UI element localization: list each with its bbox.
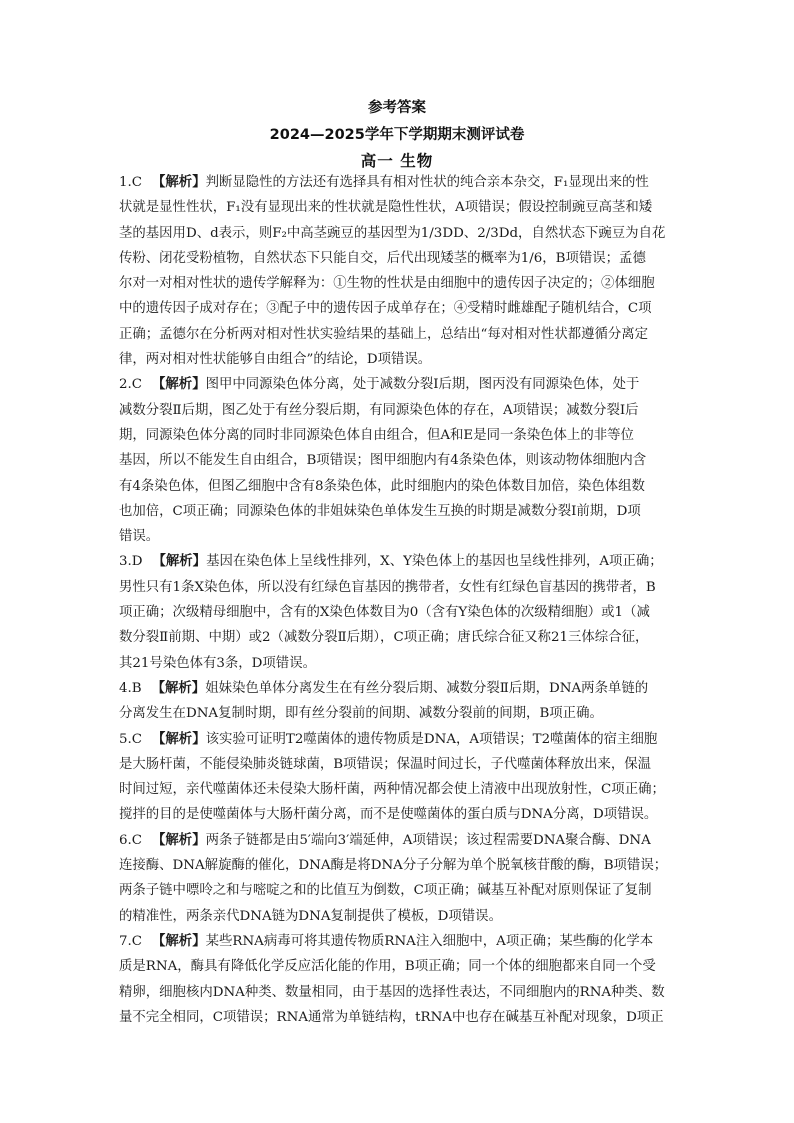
answer-line xyxy=(119,296,675,321)
answer-text: 量不完全相同，C项错误；RNA通常为单链结构，tRNA中也存在碱基互补配对现象，D项正 xyxy=(119,1009,664,1025)
answer-text: 时间过短，亲代噬菌体还未侵染大肠杆菌，两种情况都会使上清液中出现放射性，C项正确； xyxy=(119,782,665,798)
answer-text: 判断显隐性的方法还有选择具有相对性状的纯合亲本杂交，F₁显现出来的性 xyxy=(205,175,649,190)
answer-line xyxy=(119,828,675,853)
answer-text: 数分裂Ⅱ前期、中期）或2（减数分裂Ⅱ后期），C项正确；唐氏综合征又称21三体综合征， xyxy=(119,630,649,646)
analysis-tag: 【解析】 xyxy=(152,174,206,190)
answer-text: 也加倍，C项正确；同源染色体的非姐妹染色单体发生互换的时期是减数分裂Ⅰ前期，D项 xyxy=(119,503,641,519)
answer-text: 搅拌的目的是使噬菌体与大肠杆菌分离，而不是使噬菌体的蛋白质与DNA分离，D项错误。 xyxy=(119,807,658,823)
answer-line xyxy=(119,701,675,726)
answer-line xyxy=(119,398,675,423)
analysis-tag: 【解析】 xyxy=(152,553,207,570)
answer-line xyxy=(119,322,675,347)
answer-text: 茎的基因用D、d表示，则F₂中高茎豌豆的基因型为1/3DD、2/3Dd，自然状态下豌豆为自花 xyxy=(119,225,666,241)
analysis-tag: 【解析】 xyxy=(152,831,206,848)
answer-line xyxy=(119,246,675,271)
answer-line xyxy=(119,727,675,752)
answer-line xyxy=(119,954,675,979)
answer-line xyxy=(119,448,675,473)
answer-line xyxy=(119,777,675,802)
answer-line xyxy=(119,372,675,397)
answer-line xyxy=(119,170,675,195)
answer-line xyxy=(119,904,675,929)
answer-line xyxy=(119,802,675,827)
answer-text: 尔对一对相对性状的遗传学解释为：①生物的性状是由细胞中的遗传因子决定的；②体细胞 xyxy=(119,276,655,292)
answer-line xyxy=(119,524,675,549)
answer-text: 男性只有1条X染色体，所以没有红绿色盲基因的携带者，女性有红绿色盲基因的携带者，B xyxy=(119,579,656,595)
answer-text: 姐妹染色单体分离发生在有丝分裂后期、减数分裂Ⅱ后期，DNA两条单链的 xyxy=(205,680,649,696)
answer-list xyxy=(119,170,675,1030)
page-title: 参考答案 xyxy=(368,100,426,116)
answer-number: 3.D xyxy=(119,554,143,570)
answer-line xyxy=(119,878,675,903)
answer-text: 律，两对相对性状能够自由组合”的结论，D项错误。 xyxy=(119,352,432,368)
answer-text: 是大肠杆菌，不能侵染肺炎链球菌，B项错误；保温时间过长，子代噬菌体释放出来，保温 xyxy=(119,756,652,772)
answer-text: 某些RNA病毒可将其遗传物质RNA注入细胞中，A项正确；某些酶的化学本 xyxy=(205,933,654,949)
answer-text: 错误。 xyxy=(119,529,160,545)
answer-line xyxy=(119,651,675,676)
answer-line xyxy=(119,271,675,296)
answer-text: 基因在染色体上呈线性排列，X、Y染色体上的基因也呈线性排列，A项正确； xyxy=(206,554,663,570)
answer-number: 5.C xyxy=(119,731,143,747)
answer-line xyxy=(119,347,675,372)
answer-text: 其21号染色体有3条，D项错误。 xyxy=(119,655,316,671)
answer-line xyxy=(119,676,675,701)
answer-number: 7.C xyxy=(119,933,143,949)
answer-text: 精卵，细胞核内DNA种类、数量相同，由于基因的选择性表达，不同细胞内的RNA种类、数 xyxy=(119,984,665,1000)
answer-line xyxy=(119,195,675,220)
answer-line xyxy=(119,499,675,524)
answer-item xyxy=(119,676,675,727)
subject-title: 高一 生物 xyxy=(360,152,434,170)
analysis-tag: 【解析】 xyxy=(152,376,206,393)
answer-line xyxy=(119,625,675,650)
exam-title: 2024—2025学年下学期期末测评试卷 xyxy=(269,127,525,143)
answer-text: 的精准性，两条亲代DNA链为DNA复制提供了模板，D项错误。 xyxy=(119,908,502,924)
answer-text: 两条子链中嘌呤之和与嘧啶之和的比值互为倒数，C项正确；碱基互补配对原则保证了复制 xyxy=(119,883,652,899)
answer-line xyxy=(119,1005,675,1030)
answer-text: 状就是显性性状，F₁没有显现出来的性状就是隐性性状，A项错误；假设控制豌豆高茎和矮 xyxy=(119,200,653,216)
answer-text: 基因，所以不能发生自由组合，B项错误；图甲细胞内有4条染色体，则该动物体细胞内含 xyxy=(119,453,647,469)
answer-text: 两条子链都是由5′端向3′端延伸，A项错误；该过程需要DNA聚合酶、DNA xyxy=(205,832,651,848)
answer-line xyxy=(119,549,675,574)
answer-line xyxy=(119,929,675,954)
answer-item xyxy=(119,929,675,1030)
answer-line xyxy=(119,980,675,1005)
answer-number: 6.C xyxy=(119,832,143,848)
answer-item xyxy=(119,372,675,549)
answer-number: 1.C xyxy=(119,175,143,190)
answer-line xyxy=(119,575,675,600)
answer-item xyxy=(119,170,675,372)
answer-number: 2.C xyxy=(119,377,143,393)
answer-line xyxy=(119,474,675,499)
analysis-tag: 【解析】 xyxy=(152,932,206,949)
analysis-tag: 【解析】 xyxy=(152,730,206,747)
answer-text: 有4条染色体，但图乙细胞中含有8条染色体，此时细胞内的染色体数目加倍，染色体组数 xyxy=(119,478,645,494)
answer-text: 连接酶、DNA解旋酶的催化，DNA酶是将DNA分子分解为单个脱氧核苷酸的酶，B项错误； xyxy=(119,858,668,874)
answer-item xyxy=(119,549,675,675)
answer-text: 质是RNA，酶具有降低化学反应活化能的作用，B项正确；同一个体的细胞都来自同一个受 xyxy=(119,959,656,975)
answer-text: 正确；孟德尔在分析两对相对性状实验结果的基础上，总结出“每对相对性状都遵循分离定 xyxy=(119,326,649,342)
answer-line xyxy=(119,853,675,878)
answer-line xyxy=(119,423,675,448)
answer-number: 4.B xyxy=(119,680,142,696)
answer-text: 减数分裂Ⅱ后期，图乙处于有丝分裂后期，有同源染色体的存在，A项错误；减数分裂Ⅰ后 xyxy=(119,402,639,418)
answer-line xyxy=(119,752,675,777)
answer-text: 分离发生在DNA复制时期，即有丝分裂前的间期、减数分裂前的间期，B项正确。 xyxy=(119,706,603,722)
answer-line xyxy=(119,600,675,625)
answer-text: 中的遗传因子成对存在；③配子中的遗传因子成单存在；④受精时雌雄配子随机结合，C项 xyxy=(119,301,652,317)
answer-line xyxy=(119,221,675,246)
analysis-tag: 【解析】 xyxy=(151,679,206,696)
answer-item xyxy=(119,727,675,828)
answer-text: 图甲中同源染色体分离，处于减数分裂Ⅰ后期，图丙没有同源染色体，处于 xyxy=(205,377,640,393)
answer-text: 期，同源染色体分离的同时非同源染色体自由组合，但A和E是同一条染色体上的非等位 xyxy=(119,427,634,443)
answer-text: 项正确；次级精母细胞中，含有的X染色体数目为0（含有Y染色体的次级精细胞）或1（减 xyxy=(119,605,650,621)
answer-text: 传粉、闭花受粉植物，自然状态下只能自交，后代出现矮茎的概率为1/6，B项错误；孟德 xyxy=(119,250,646,266)
answer-text: 该实验可证明T2噬菌体的遗传物质是DNA，A项错误；T2噬菌体的宿主细胞 xyxy=(205,731,658,747)
answer-item xyxy=(119,828,675,929)
